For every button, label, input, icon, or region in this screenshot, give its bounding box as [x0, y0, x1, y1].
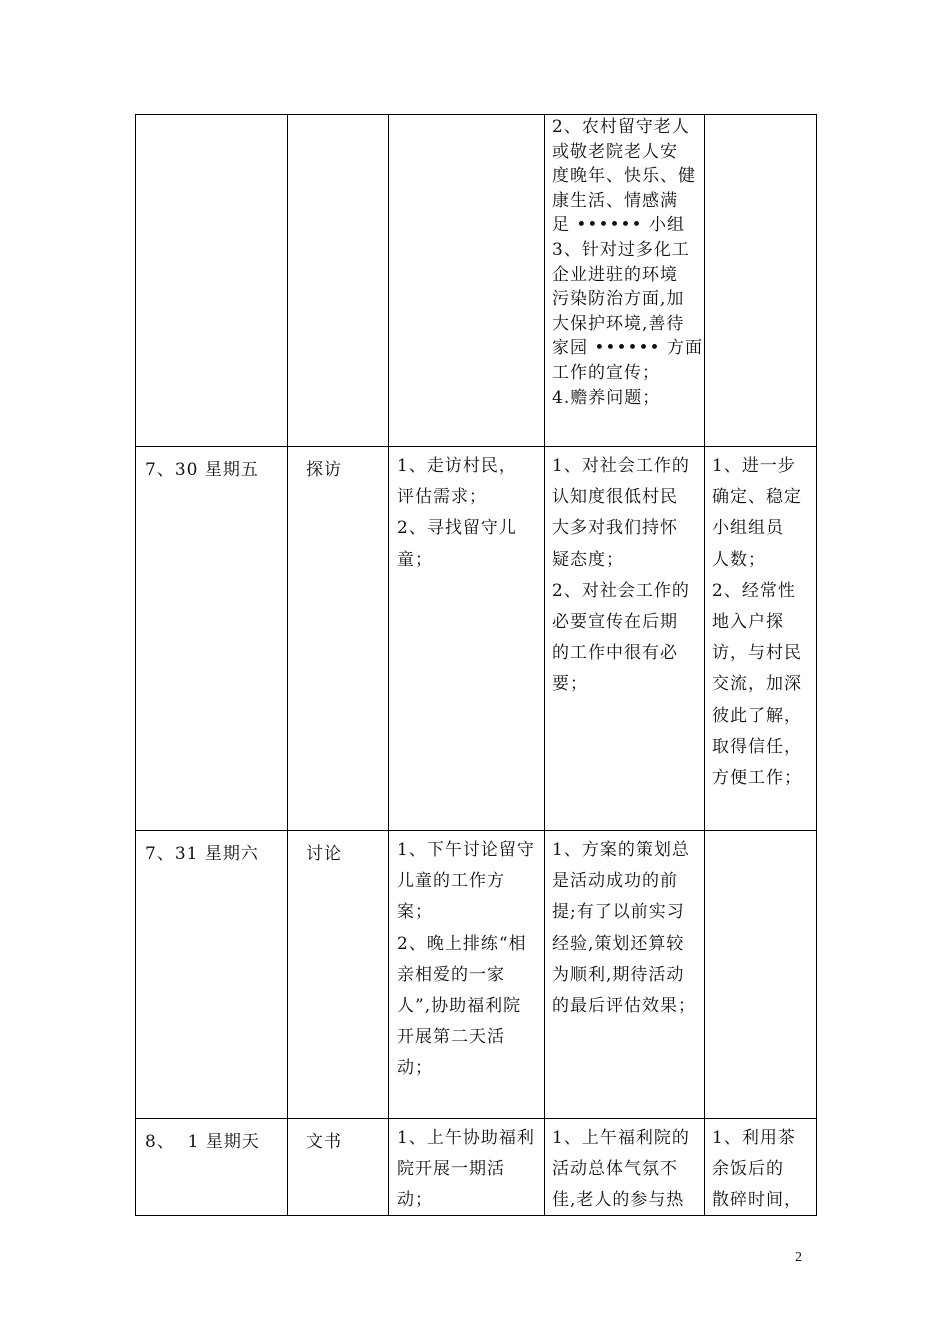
- column-divider-2: [388, 114, 389, 1216]
- column-divider-4: [704, 114, 705, 1216]
- row-3-feedback-line: 1、上午福利院的: [552, 1128, 690, 1148]
- row-2-content-line: 亲相爱的一家: [397, 964, 505, 985]
- row-0-feedback-line: 足 •••••• 小组: [552, 215, 685, 236]
- row-0-feedback-line: 污染防治方面,加: [552, 289, 685, 310]
- row-0-feedback-cell: [552, 115, 704, 410]
- row-1-plan-line: 交流，加深: [712, 674, 802, 695]
- row-3-content-line: 院开展一期活: [397, 1159, 505, 1180]
- row-3-feedback-line: 佳,老人的参与热: [552, 1190, 685, 1211]
- row-1-content-line: 1、走访村民，: [397, 456, 517, 476]
- row-1-content-cell: [397, 451, 543, 576]
- row-2-content-line: 开展第二天活: [397, 1027, 505, 1048]
- row-1-plan-line: 2、经常性: [712, 580, 796, 601]
- row-1-feedback-line: 2、对社会工作的: [552, 580, 690, 601]
- row-1-content-line: 2、寻找留守儿: [397, 518, 517, 539]
- row-0-feedback-line: 3、针对过多化工: [552, 239, 690, 260]
- row-divider-1: [135, 446, 817, 447]
- row-1-plan-line: 地入户探: [712, 612, 784, 633]
- table-border-right: [816, 114, 817, 1216]
- row-2-feedback-cell: [552, 835, 704, 1022]
- row-1-feedback-line: 必要宣传在后期: [552, 612, 678, 633]
- row-2-type: 讨论: [306, 844, 342, 864]
- row-2-feedback-line: 提;有了以前实习: [552, 902, 685, 923]
- row-1-plan-line: 1、进一步: [712, 456, 796, 476]
- row-1-date: 7、30 星期五: [145, 460, 259, 480]
- row-3-feedback-cell: [552, 1123, 704, 1217]
- row-divider-2: [135, 830, 817, 831]
- row-3-feedback-line: 活动总体气氛不: [552, 1159, 678, 1180]
- row-1-plan-line: 访，与村民: [712, 643, 802, 664]
- column-divider-3: [544, 114, 545, 1216]
- row-1-plan-line: 方便工作；: [712, 768, 802, 789]
- row-2-content-cell: [397, 835, 543, 1085]
- row-1-feedback-line: 1、对社会工作的: [552, 456, 690, 476]
- row-2-content-line: 2、晚上排练“相: [397, 933, 527, 954]
- row-2-content-line: 儿童的工作方: [397, 871, 505, 892]
- row-3-plan-line: 1、利用茶: [712, 1128, 796, 1148]
- page-number: 2: [795, 1250, 802, 1265]
- row-2-feedback-line: 1、方案的策划总: [552, 840, 690, 860]
- row-1-feedback-line: 大多对我们持怀: [552, 518, 678, 539]
- row-0-feedback-line: 或敬老院老人安: [552, 141, 678, 162]
- row-2-feedback-line: 是活动成功的前: [552, 871, 678, 892]
- row-2-content-line: 动；: [397, 1058, 433, 1079]
- table-border-left: [135, 114, 136, 1216]
- row-1-feedback-line: 疑态度；: [552, 549, 624, 570]
- row-3-content-line: 1、上午协助福利: [397, 1128, 535, 1148]
- row-3-plan-cell: [712, 1123, 816, 1217]
- row-0-feedback-line: 企业进驻的环境: [552, 264, 678, 285]
- row-1-plan-line: 人数；: [712, 549, 766, 570]
- row-3-plan-line: 余饭后的: [712, 1159, 784, 1180]
- row-2-content-line: 人”,协助福利院: [397, 996, 522, 1017]
- column-divider-1: [287, 114, 288, 1216]
- row-1-plan-line: 取得信任，: [712, 736, 802, 757]
- row-1-feedback-line: 要；: [552, 674, 588, 695]
- row-3-content-line: 动；: [397, 1190, 433, 1211]
- row-3-plan-line: 散碎时间，: [712, 1190, 802, 1211]
- row-1-plan-line: 确定、稳定: [712, 487, 802, 508]
- row-2-feedback-line: 的最后评估效果；: [552, 996, 696, 1017]
- row-1-feedback-line: 认知度很低村民: [552, 487, 678, 508]
- row-2-date: 7、31 星期六: [145, 844, 259, 864]
- row-1-plan-cell: [712, 451, 816, 794]
- row-0-feedback-line: 工作的宣传；: [552, 362, 660, 383]
- row-1-type: 探访: [306, 460, 342, 480]
- row-1-plan-line: 小组组员: [712, 518, 784, 539]
- row-2-feedback-line: 为顺利,期待活动: [552, 964, 685, 985]
- row-0-feedback-line: 大保护环境,善待: [552, 313, 685, 334]
- row-1-content-line: 评估需求；: [397, 487, 487, 508]
- row-divider-3: [135, 1118, 817, 1119]
- row-0-feedback-line: 家园 •••••• 方面: [552, 338, 703, 359]
- row-2-content-line: 1、下午讨论留守: [397, 840, 535, 860]
- row-2-content-line: 案；: [397, 902, 433, 923]
- row-0-feedback-line: 度晚年、快乐、健: [552, 166, 696, 187]
- row-1-content-line: 童；: [397, 549, 433, 570]
- table-border-top: [135, 114, 817, 115]
- row-3-type: 文书: [306, 1132, 342, 1152]
- row-0-feedback-line: 2、农村留守老人: [552, 117, 690, 137]
- row-1-plan-line: 彼此了解，: [712, 705, 802, 726]
- row-3-content-cell: [397, 1123, 543, 1217]
- row-1-feedback-cell: [552, 451, 704, 701]
- row-0-feedback-line: 康生活、情感满: [552, 190, 678, 211]
- row-3-date: 8、 1 星期天: [145, 1132, 260, 1152]
- row-1-feedback-line: 的工作中很有必: [552, 643, 678, 664]
- row-0-feedback-line: 4.赡养问题；: [552, 387, 661, 408]
- row-2-feedback-line: 经验,策划还算较: [552, 933, 685, 954]
